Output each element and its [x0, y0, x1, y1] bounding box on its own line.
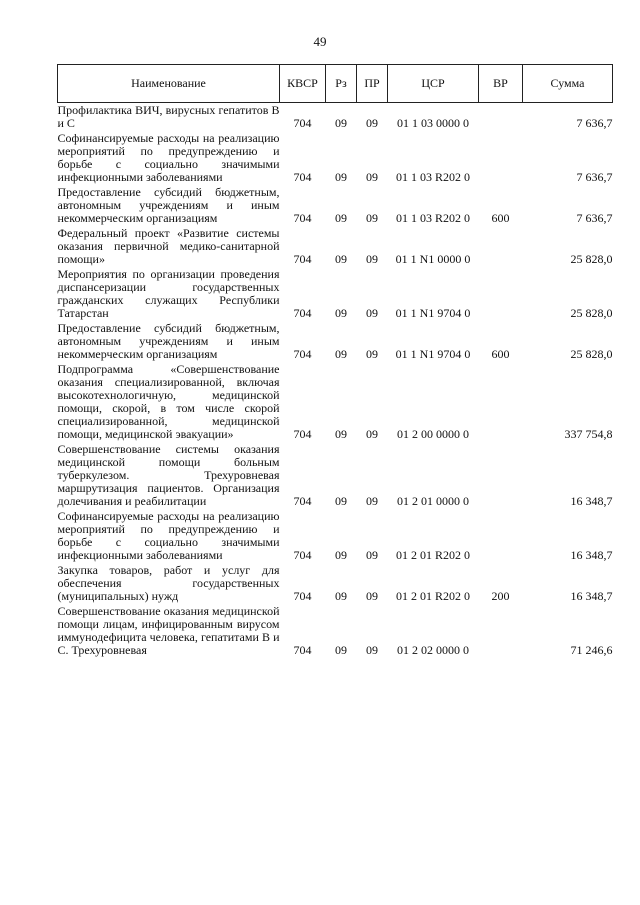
row-name: Предоставление субсидий бюджетным, автономным учреждениям и иным некоммерческим организациям: [57, 185, 280, 225]
row-sum: 16 348,7: [570, 589, 613, 603]
page-number: 49: [313, 34, 327, 49]
row-sum: 7 636,7: [576, 170, 613, 184]
row-pr: 09: [366, 306, 378, 320]
row-pr: 09: [366, 548, 378, 562]
row-rz: 09: [335, 116, 347, 130]
row-vr: [479, 604, 523, 658]
row-pr: 09: [366, 252, 378, 266]
row-vr: [479, 362, 523, 442]
row-sum: 16 348,7: [570, 494, 613, 508]
table-row: [58, 103, 613, 132]
column-header-csr: ЦСР: [388, 65, 479, 103]
table-row: [58, 442, 613, 509]
row-vr: 600: [491, 347, 510, 361]
column-header-vr: ВР: [479, 65, 523, 103]
row-kvsr: 704: [293, 494, 312, 508]
row-name: Профилактика ВИЧ, вирусных гепатитов В и С: [57, 103, 280, 130]
row-sum: 337 754,8: [564, 427, 613, 441]
column-header-kvsr: КВСР: [280, 65, 326, 103]
row-csr: 01 1 03 R202 0: [395, 170, 470, 184]
row-name: Мероприятия по организации проведения диспансеризации государственных гражданских служащих Республики Татарстан: [57, 267, 280, 320]
row-kvsr: 704: [293, 116, 312, 130]
table-row: [58, 563, 613, 604]
row-csr: 01 1 N1 0000 0: [395, 252, 471, 266]
row-pr: 09: [366, 170, 378, 184]
row-name: Федеральный проект «Развитие системы оказания первичной медико-санитарной помощи»: [57, 226, 280, 266]
row-rz: 09: [335, 589, 347, 603]
row-csr: 01 2 01 R202 0: [395, 548, 470, 562]
row-csr: 01 2 01 0000 0: [397, 494, 469, 508]
row-name: Подпрограмма «Совершенствование оказания специализированной, включая высокотехнологичную, медицинской помощи, скорой, в том числе скорой специализированной, медицинской помощи, медицинской эвакуации»: [57, 362, 280, 441]
row-vr: [479, 442, 523, 509]
row-pr: 09: [366, 494, 378, 508]
row-pr: 09: [366, 347, 378, 361]
budget-table: [57, 64, 613, 658]
row-rz: 09: [335, 252, 347, 266]
row-rz: 09: [335, 548, 347, 562]
row-name: Предоставление субсидий бюджетным, автономным учреждениям и иным некоммерческим организациям: [57, 321, 280, 361]
row-rz: 09: [335, 427, 347, 441]
row-pr: 09: [366, 427, 378, 441]
table-row: [58, 509, 613, 563]
row-kvsr: 704: [293, 347, 312, 361]
column-header-sum: Сумма: [523, 65, 613, 103]
table-row: [58, 604, 613, 658]
row-sum: 7 636,7: [576, 116, 613, 130]
column-header-name: Наименование: [58, 65, 280, 103]
row-name: Совершенствование системы оказания медицинской помощи больным туберкулезом. Трехуровневая маршрутизация пациентов. Организация долечивания и реабилитации: [57, 442, 280, 508]
row-name: Совершенствование оказания медицинской помощи лицам, инфицированным вирусом иммунодефицита человека, гепатитами В и С. Трехуровневая: [57, 604, 280, 657]
row-vr: [479, 267, 523, 321]
table-row: [58, 362, 613, 442]
row-kvsr: 704: [293, 170, 312, 184]
row-pr: 09: [366, 211, 378, 225]
row-csr: 01 2 02 0000 0: [397, 643, 469, 657]
table-row: [58, 226, 613, 267]
row-csr: 01 2 00 0000 0: [397, 427, 469, 441]
table-header-row: [58, 65, 613, 103]
row-pr: 09: [366, 116, 378, 130]
row-sum: 25 828,0: [570, 252, 613, 266]
row-vr: 200: [491, 589, 510, 603]
row-csr: 01 1 N1 9704 0: [395, 306, 471, 320]
row-name: Софинансируемые расходы на реализацию мероприятий по предупреждению и борьбе с социально значимыми инфекционными заболеваниями: [57, 131, 280, 184]
row-rz: 09: [335, 170, 347, 184]
row-vr: [479, 131, 523, 185]
row-sum: 7 636,7: [576, 211, 613, 225]
row-pr: 09: [366, 643, 378, 657]
row-csr: 01 1 03 R202 0: [395, 211, 470, 225]
row-kvsr: 704: [293, 643, 312, 657]
row-vr: [479, 226, 523, 267]
row-vr: [479, 509, 523, 563]
row-vr: 600: [491, 211, 510, 225]
table-row: [58, 321, 613, 362]
row-csr: 01 1 N1 9704 0: [395, 347, 471, 361]
row-kvsr: 704: [293, 211, 312, 225]
column-header-rz: Рз: [326, 65, 357, 103]
row-kvsr: 704: [293, 548, 312, 562]
row-name: Закупка товаров, работ и услуг для обеспечения государственных (муниципальных) нужд: [57, 563, 280, 603]
row-kvsr: 704: [293, 589, 312, 603]
row-sum: 71 246,6: [570, 643, 613, 657]
row-rz: 09: [335, 306, 347, 320]
row-kvsr: 704: [293, 427, 312, 441]
row-rz: 09: [335, 211, 347, 225]
row-csr: 01 2 01 R202 0: [395, 589, 470, 603]
row-kvsr: 704: [293, 306, 312, 320]
row-sum: 25 828,0: [570, 306, 613, 320]
row-rz: 09: [335, 347, 347, 361]
row-vr: [479, 103, 523, 132]
table-row: [58, 131, 613, 185]
row-kvsr: 704: [293, 252, 312, 266]
row-rz: 09: [335, 494, 347, 508]
table-row: [58, 267, 613, 321]
row-csr: 01 1 03 0000 0: [397, 116, 469, 130]
table-row: [58, 185, 613, 226]
column-header-pr: ПР: [357, 65, 388, 103]
row-pr: 09: [366, 589, 378, 603]
row-name: Софинансируемые расходы на реализацию мероприятий по предупреждению и борьбе с социально значимыми инфекционными заболеваниями: [57, 509, 280, 562]
row-rz: 09: [335, 643, 347, 657]
row-sum: 25 828,0: [570, 347, 613, 361]
row-sum: 16 348,7: [570, 548, 613, 562]
